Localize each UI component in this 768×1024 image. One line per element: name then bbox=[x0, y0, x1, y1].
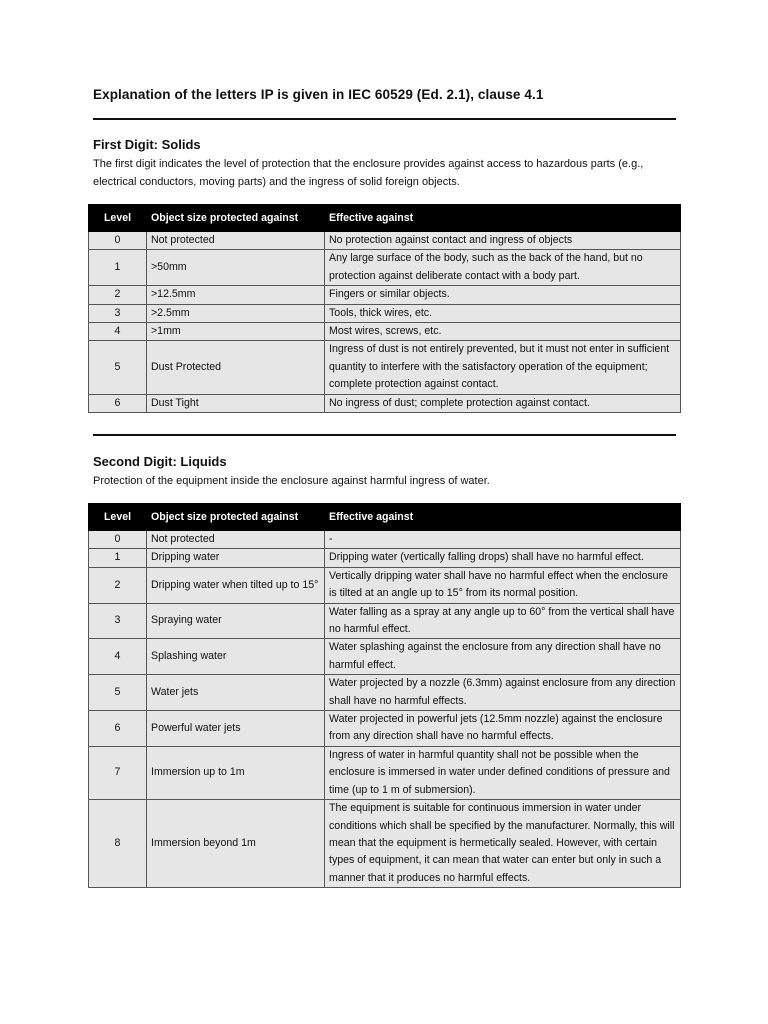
liquids-table-body bbox=[89, 531, 681, 888]
column-header-object: Object size protected against bbox=[147, 205, 325, 232]
column-header-effective: Effective against bbox=[325, 205, 681, 232]
table-row bbox=[89, 549, 681, 567]
effective-cell: Vertically dripping water shall have no harmful effect when the enclosure is tilted at an angle up to 15° from its normal position. bbox=[325, 567, 681, 603]
table-row bbox=[89, 639, 681, 675]
effective-cell: No ingress of dust; complete protection against contact. bbox=[325, 394, 681, 412]
object-cell: Dripping water bbox=[147, 549, 325, 567]
second-digit-heading: Second Digit: Liquids bbox=[93, 454, 227, 469]
object-cell: Dust Protected bbox=[147, 341, 325, 394]
table-row bbox=[89, 323, 681, 341]
second-digit-description: Protection of the equipment inside the enclosure against harmful ingress of water. bbox=[93, 475, 490, 487]
table-row bbox=[89, 746, 681, 799]
effective-cell: Water splashing against the enclosure from any direction shall have no harmful effect. bbox=[325, 639, 681, 675]
level-cell: 5 bbox=[89, 675, 147, 711]
object-cell: >50mm bbox=[147, 250, 325, 286]
object-cell: Immersion up to 1m bbox=[147, 746, 325, 799]
effective-cell: - bbox=[325, 531, 681, 549]
table-row bbox=[89, 394, 681, 412]
object-cell: >12.5mm bbox=[147, 286, 325, 304]
table-row bbox=[89, 675, 681, 711]
level-cell: 8 bbox=[89, 800, 147, 888]
column-header-level: Level bbox=[89, 504, 147, 531]
object-cell: Not protected bbox=[147, 232, 325, 250]
object-cell: Spraying water bbox=[147, 603, 325, 639]
page-title: Explanation of the letters IP is given in IEC 60529 (Ed. 2.1), clause 4.1 bbox=[93, 87, 544, 102]
effective-cell: The equipment is suitable for continuous immersion in water under conditions which shall be specified by the manufacturer. Normally, this will mean that the equipment is hermetically sealed. However, with certain types of equipment, it can mean that water can enter but only in such a manner that it produces no harmful effects. bbox=[325, 800, 681, 888]
divider bbox=[93, 118, 676, 120]
object-cell: Water jets bbox=[147, 675, 325, 711]
effective-cell: Ingress of water in harmful quantity shall not be possible when the enclosure is immersed in water under defined conditions of pressure and time (up to 1 m of submersion). bbox=[325, 746, 681, 799]
table-row bbox=[89, 531, 681, 549]
level-cell: 6 bbox=[89, 711, 147, 747]
effective-cell: Water falling as a spray at any angle up to 60° from the vertical shall have no harmful effect. bbox=[325, 603, 681, 639]
table-row bbox=[89, 232, 681, 250]
object-cell: Immersion beyond 1m bbox=[147, 800, 325, 888]
level-cell: 1 bbox=[89, 549, 147, 567]
effective-cell: Dripping water (vertically falling drops) shall have no harmful effect. bbox=[325, 549, 681, 567]
table-row bbox=[89, 603, 681, 639]
table-row bbox=[89, 250, 681, 286]
level-cell: 2 bbox=[89, 286, 147, 304]
level-cell: 5 bbox=[89, 341, 147, 394]
level-cell: 4 bbox=[89, 323, 147, 341]
divider bbox=[93, 434, 676, 436]
object-cell: Dripping water when tilted up to 15° bbox=[147, 567, 325, 603]
table-row bbox=[89, 800, 681, 888]
table-row bbox=[89, 711, 681, 747]
effective-cell: Most wires, screws, etc. bbox=[325, 323, 681, 341]
object-cell: Splashing water bbox=[147, 639, 325, 675]
table-header-row bbox=[89, 504, 681, 531]
level-cell: 3 bbox=[89, 603, 147, 639]
level-cell: 0 bbox=[89, 531, 147, 549]
level-cell: 4 bbox=[89, 639, 147, 675]
level-cell: 6 bbox=[89, 394, 147, 412]
table-row bbox=[89, 567, 681, 603]
effective-cell: Ingress of dust is not entirely prevented, but it must not enter in sufficient quantity to interfere with the satisfactory operation of the equipment; complete protection against contact. bbox=[325, 341, 681, 394]
object-cell: >1mm bbox=[147, 323, 325, 341]
effective-cell: Water projected in powerful jets (12.5mm nozzle) against the enclosure from any direction shall have no harmful effects. bbox=[325, 711, 681, 747]
column-header-level: Level bbox=[89, 205, 147, 232]
first-digit-heading: First Digit: Solids bbox=[93, 137, 201, 152]
column-header-effective: Effective against bbox=[325, 504, 681, 531]
table-row bbox=[89, 304, 681, 322]
object-cell: Dust Tight bbox=[147, 394, 325, 412]
effective-cell: No protection against contact and ingress of objects bbox=[325, 232, 681, 250]
level-cell: 3 bbox=[89, 304, 147, 322]
level-cell: 2 bbox=[89, 567, 147, 603]
liquids-table bbox=[88, 503, 681, 888]
effective-cell: Tools, thick wires, etc. bbox=[325, 304, 681, 322]
effective-cell: Fingers or similar objects. bbox=[325, 286, 681, 304]
level-cell: 7 bbox=[89, 746, 147, 799]
level-cell: 1 bbox=[89, 250, 147, 286]
effective-cell: Any large surface of the body, such as the back of the hand, but no protection against deliberate contact with a body part. bbox=[325, 250, 681, 286]
table-row bbox=[89, 286, 681, 304]
table-header-row bbox=[89, 205, 681, 232]
object-cell: Powerful water jets bbox=[147, 711, 325, 747]
column-header-object: Object size protected against bbox=[147, 504, 325, 531]
solids-table-body bbox=[89, 232, 681, 413]
object-cell: >2.5mm bbox=[147, 304, 325, 322]
effective-cell: Water projected by a nozzle (6.3mm) against enclosure from any direction shall have no harmful effects. bbox=[325, 675, 681, 711]
object-cell: Not protected bbox=[147, 531, 325, 549]
table-row bbox=[89, 341, 681, 394]
solids-table bbox=[88, 204, 681, 413]
level-cell: 0 bbox=[89, 232, 147, 250]
first-digit-description: The first digit indicates the level of protection that the enclosure provides against access to hazardous parts (e.g., electrical conductors, moving parts) and the ingress of solid foreign objects. bbox=[93, 158, 644, 188]
